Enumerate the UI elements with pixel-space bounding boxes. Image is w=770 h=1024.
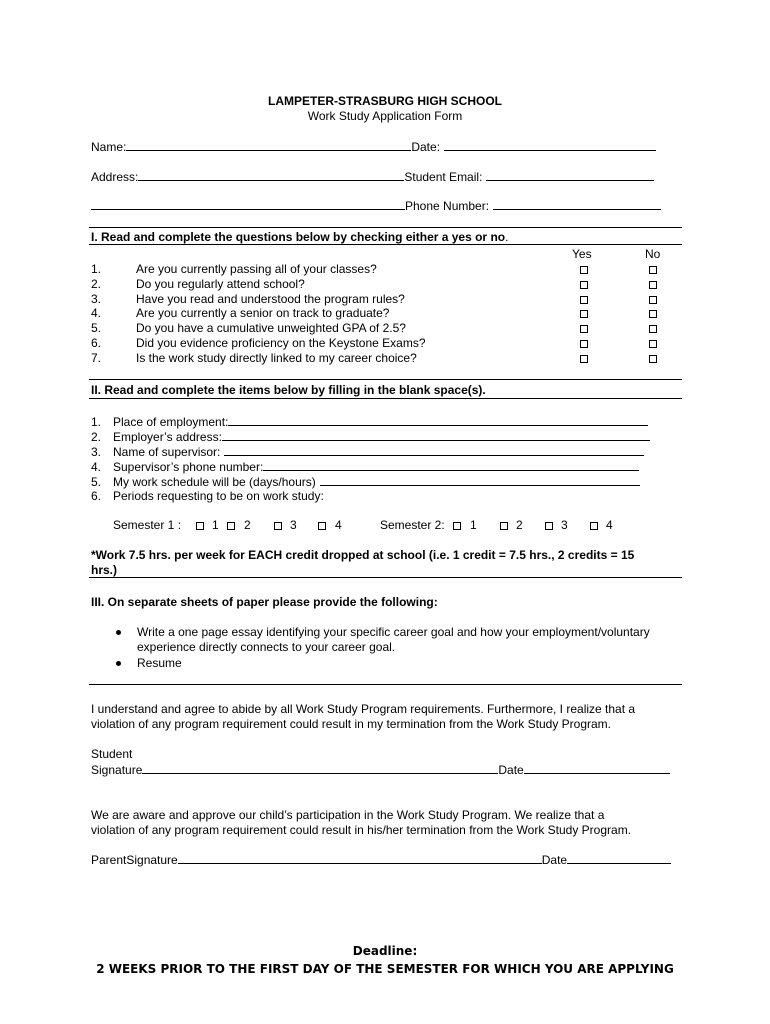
parent-date-line [567,852,671,864]
parent-statement-line2: violation of any program requirement could result in his/her termination from the Work Study Program. [91,823,632,837]
question-text: Did you evidence proficiency on the Keystone Exams? [136,336,426,350]
question-row: 4. [91,306,102,320]
list-item[interactable]: 2. Employer’s address: [91,429,650,444]
divider [89,577,682,578]
period-label: 2 [244,518,251,532]
question-row: 1. [91,262,102,276]
section3-heading: III. On separate sheets of paper please provide the following: [91,595,438,609]
employment-line [228,414,648,426]
list-item[interactable]: 1. Place of employment: [91,414,648,429]
deadline-note: 2 WEEKS PRIOR TO THE FIRST DAY OF THE SEMESTER FOR WHICH YOU ARE APPLYING [96,962,674,976]
no-checkbox[interactable] [649,281,657,289]
question-text: Do you have a cumulative unweighted GPA of 2.5? [136,321,406,335]
credit-note-line2: hrs.) [91,563,118,577]
section2-heading: II. Read and complete the items below by filling in the blank space(s). [91,383,486,397]
form-title: Work Study Application Form [307,109,463,123]
semester1-period2-checkbox[interactable] [227,522,235,530]
semester2-period1-checkbox[interactable] [453,522,461,530]
signature-label: Signature [91,763,143,777]
list-item: 6. Periods requesting to be on work study: [91,489,324,503]
credit-note-line1: *Work 7.5 hrs. per week for EACH credit dropped at school (i.e. 1 credit = 7.5 hrs., 2 credits = 15 [91,548,635,562]
parent-signature-label: ParentSignature [91,853,178,867]
list-item[interactable]: 5. My work schedule will be (days/hours) [91,474,640,489]
student-signature-line [142,762,498,774]
student-email-line [486,169,654,181]
no-column-header: No [645,247,661,261]
bullet-icon [116,661,121,666]
parent-signature-field[interactable] [91,852,671,867]
address-label: Address: [91,170,139,184]
list-item[interactable]: 4. Supervisor’s phone number: [91,459,639,474]
no-checkbox[interactable] [649,296,657,304]
name-label: Name: [91,140,127,154]
semester2-label: Semester 2: [380,518,445,532]
period-label: 1 [470,518,477,532]
question-row: 7. [91,351,102,365]
deadline-heading: Deadline: [352,944,418,958]
yes-column-header: Yes [572,247,592,261]
divider [89,398,682,399]
agreement-line2: violation of any program requirement could result in my termination from the Work Study Program. [91,717,611,731]
date-label: Date [498,763,524,777]
work-schedule-line [320,474,640,486]
employer-address-line [222,429,650,441]
student-date-line [524,762,670,774]
period-label: 2 [516,518,523,532]
resume-requirement: Resume [137,656,182,670]
semester2-period4-checkbox[interactable] [590,522,598,530]
student-signature-field[interactable] [91,762,670,777]
period-label: 1 [212,518,219,532]
period-label: 3 [561,518,568,532]
phone-line [493,198,661,210]
extra-address-line [91,198,405,210]
divider [89,684,682,685]
yes-checkbox[interactable] [580,355,588,363]
divider [89,244,682,245]
address-field[interactable] [91,169,654,184]
question-row: 5. [91,321,102,335]
yes-checkbox[interactable] [580,340,588,348]
student-label: Student [91,747,133,761]
date-label: Date [541,853,568,867]
parent-signature-line [178,852,542,864]
date-label: Date: [411,140,441,154]
question-text: Have you read and understood the program rules? [136,292,405,306]
supervisor-phone-line [263,459,639,471]
question-text: Is the work study directly linked to my career choice? [136,351,417,365]
question-row: 2. [91,277,102,291]
question-text: Do you regularly attend school? [136,277,305,291]
question-row: 6. [91,336,102,350]
period-label: 3 [290,518,297,532]
section1-heading: I. Read and complete the questions below by checking either a yes or no. [91,230,509,244]
yes-checkbox[interactable] [580,325,588,333]
phone-label: Phone Number: [405,199,490,213]
semester1-label: Semester 1 : [113,518,182,532]
semester2-period2-checkbox[interactable] [500,522,508,530]
no-checkbox[interactable] [649,355,657,363]
no-checkbox[interactable] [649,325,657,333]
semester1-period4-checkbox[interactable] [318,522,326,530]
yes-checkbox[interactable] [580,281,588,289]
no-checkbox[interactable] [649,310,657,318]
semester1-period3-checkbox[interactable] [274,522,282,530]
no-checkbox[interactable] [649,340,657,348]
parent-statement-line1: We are aware and approve our child’s participation in the Work Study Program. We realize that a [91,808,605,822]
date-line [444,139,656,151]
student-email-label: Student Email: [404,170,483,184]
period-label: 4 [335,518,342,532]
semester1-period1-checkbox[interactable] [196,522,204,530]
no-checkbox[interactable] [649,266,657,274]
supervisor-name-line [224,444,644,456]
divider [89,227,682,228]
name-field[interactable] [91,139,656,154]
question-row: 3. [91,292,102,306]
address-line [138,169,404,181]
agreement-line1: I understand and agree to abide by all Work Study Program requirements. Furthermore, I realize that a [91,702,636,716]
yes-checkbox[interactable] [580,296,588,304]
semester2-period3-checkbox[interactable] [545,522,553,530]
list-item[interactable]: 3. Name of supervisor: [91,444,644,459]
essay-requirement-line1: Write a one page essay identifying your specific career goal and how your employment/voluntary [137,625,650,639]
school-name: LAMPETER-STRASBURG HIGH SCHOOL [268,94,502,108]
name-line [126,139,411,151]
yes-checkbox[interactable] [580,266,588,274]
question-text: Are you currently passing all of your classes? [136,262,377,276]
question-text: Are you currently a senior on track to graduate? [136,306,390,320]
divider [89,379,682,380]
yes-checkbox[interactable] [580,310,588,318]
essay-requirement-line2: experience directly connects to your career goal. [137,640,396,654]
bullet-icon [116,630,121,635]
period-label: 4 [606,518,613,532]
phone-field[interactable] [91,198,661,213]
